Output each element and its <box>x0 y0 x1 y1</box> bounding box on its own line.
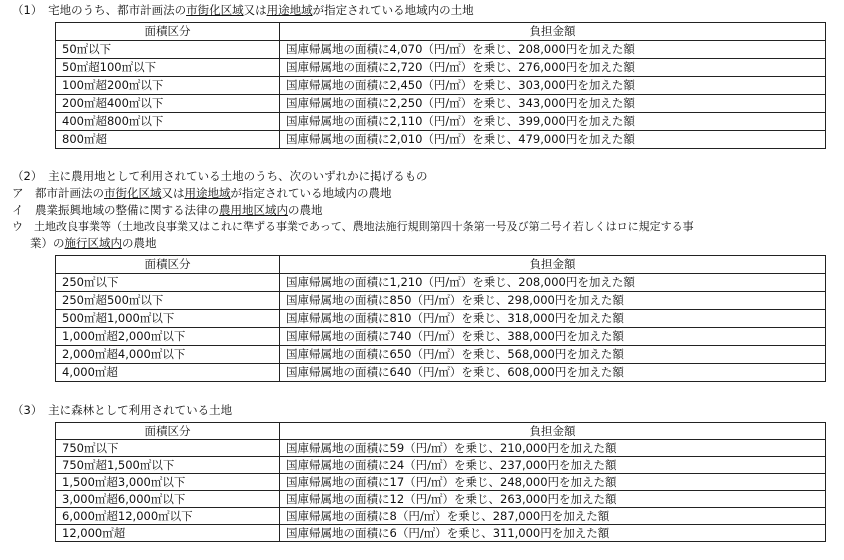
fee-formula-cell: 国庫帰属地の面積に640（円/㎡）を乗じ、608,000円を加えた額 <box>280 364 826 382</box>
fee-column-header: 負担金額 <box>280 423 826 440</box>
table-row <box>56 474 826 491</box>
table-row <box>56 113 826 131</box>
fee-formula-cell: 国庫帰属地の面積に2,110（円/㎡）を乗じ、399,000円を加えた額 <box>280 113 826 131</box>
table-row <box>56 440 826 457</box>
section3-fee-table <box>55 422 826 542</box>
table-row <box>56 364 826 382</box>
table-row <box>56 491 826 508</box>
table-row <box>56 41 826 59</box>
table-row <box>56 346 826 364</box>
table-row <box>56 77 826 95</box>
area-range-cell: 750㎡以下 <box>56 440 280 457</box>
fee-formula-cell: 国庫帰属地の面積に24（円/㎡）を乗じ、237,000円を加えた額 <box>280 457 826 474</box>
area-range-cell: 12,000㎡超 <box>56 525 280 542</box>
area-range-cell: 200㎡超400㎡以下 <box>56 95 280 113</box>
fee-formula-cell: 国庫帰属地の面積に4,070（円/㎡）を乗じ、208,000円を加えた額 <box>280 41 826 59</box>
area-range-cell: 4,000㎡超 <box>56 364 280 382</box>
table-header-row <box>56 256 826 274</box>
fee-column-header: 負担金額 <box>280 256 826 274</box>
section2-item-a: ア 都市計画法の市街化区域又は用途地域が指定されている地域内の農地 <box>12 186 392 200</box>
section1-heading: （1） 宅地のうち、都市計画法の市街化区域又は用途地域が指定されている地域内の土地 <box>12 3 474 17</box>
section2-item-i: イ 農業振興地域の整備に関する法律の農用地区域内の農地 <box>12 203 323 217</box>
table-row <box>56 457 826 474</box>
fee-formula-cell: 国庫帰属地の面積に2,720（円/㎡）を乗じ、276,000円を加えた額 <box>280 59 826 77</box>
fee-formula-cell: 国庫帰属地の面積に650（円/㎡）を乗じ、568,000円を加えた額 <box>280 346 826 364</box>
fee-formula-cell: 国庫帰属地の面積に1,210（円/㎡）を乗じ、208,000円を加えた額 <box>280 274 826 292</box>
area-range-cell: 100㎡超200㎡以下 <box>56 77 280 95</box>
fee-formula-cell: 国庫帰属地の面積に2,250（円/㎡）を乗じ、343,000円を加えた額 <box>280 95 826 113</box>
table-row <box>56 292 826 310</box>
area-range-cell: 6,000㎡超12,000㎡以下 <box>56 508 280 525</box>
area-range-cell: 50㎡超100㎡以下 <box>56 59 280 77</box>
fee-formula-cell: 国庫帰属地の面積に810（円/㎡）を乗じ、318,000円を加えた額 <box>280 310 826 328</box>
area-column-header: 面積区分 <box>56 23 280 41</box>
section3-heading: （3） 主に森林として利用されている土地 <box>12 403 233 417</box>
area-range-cell: 50㎡以下 <box>56 41 280 59</box>
table-row <box>56 59 826 77</box>
area-range-cell: 250㎡超500㎡以下 <box>56 292 280 310</box>
area-range-cell: 3,000㎡超6,000㎡以下 <box>56 491 280 508</box>
table-row <box>56 131 826 149</box>
table-row <box>56 328 826 346</box>
fee-formula-cell: 国庫帰属地の面積に850（円/㎡）を乗じ、298,000円を加えた額 <box>280 292 826 310</box>
fee-formula-cell: 国庫帰属地の面積に12（円/㎡）を乗じ、263,000円を加えた額 <box>280 491 826 508</box>
table-row <box>56 525 826 542</box>
area-range-cell: 400㎡超800㎡以下 <box>56 113 280 131</box>
fee-formula-cell: 国庫帰属地の面積に6（円/㎡）を乗じ、311,000円を加えた額 <box>280 525 826 542</box>
table-row <box>56 508 826 525</box>
table-row <box>56 310 826 328</box>
table-header-row <box>56 423 826 440</box>
section2-heading: （2） 主に農用地として利用されている土地のうち、次のいずれかに掲げるもの <box>12 169 428 183</box>
table-header-row <box>56 23 826 41</box>
table-row <box>56 95 826 113</box>
fee-formula-cell: 国庫帰属地の面積に740（円/㎡）を乗じ、388,000円を加えた額 <box>280 328 826 346</box>
table-row <box>56 274 826 292</box>
section2-item-u-line2: 業）の施行区域内の農地 <box>30 236 157 250</box>
fee-formula-cell: 国庫帰属地の面積に2,450（円/㎡）を乗じ、303,000円を加えた額 <box>280 77 826 95</box>
fee-column-header: 負担金額 <box>280 23 826 41</box>
fee-formula-cell: 国庫帰属地の面積に59（円/㎡）を乗じ、210,000円を加えた額 <box>280 440 826 457</box>
fee-formula-cell: 国庫帰属地の面積に17（円/㎡）を乗じ、248,000円を加えた額 <box>280 474 826 491</box>
area-range-cell: 1,500㎡超3,000㎡以下 <box>56 474 280 491</box>
fee-formula-cell: 国庫帰属地の面積に2,010（円/㎡）を乗じ、479,000円を加えた額 <box>280 131 826 149</box>
area-column-header: 面積区分 <box>56 256 280 274</box>
area-column-header: 面積区分 <box>56 423 280 440</box>
area-range-cell: 2,000㎡超4,000㎡以下 <box>56 346 280 364</box>
area-range-cell: 1,000㎡超2,000㎡以下 <box>56 328 280 346</box>
area-range-cell: 750㎡超1,500㎡以下 <box>56 457 280 474</box>
area-range-cell: 800㎡超 <box>56 131 280 149</box>
fee-formula-cell: 国庫帰属地の面積に8（円/㎡）を乗じ、287,000円を加えた額 <box>280 508 826 525</box>
area-range-cell: 250㎡以下 <box>56 274 280 292</box>
section2-item-u-line1: ウ 土地改良事業等（土地改良事業又はこれに準ずる事業であって、農地法施行規則第四十条第一号及び第二号イ若しくはロに規定する事 <box>12 220 694 233</box>
section2-fee-table <box>55 255 826 382</box>
area-range-cell: 500㎡超1,000㎡以下 <box>56 310 280 328</box>
section1-fee-table <box>55 22 826 149</box>
